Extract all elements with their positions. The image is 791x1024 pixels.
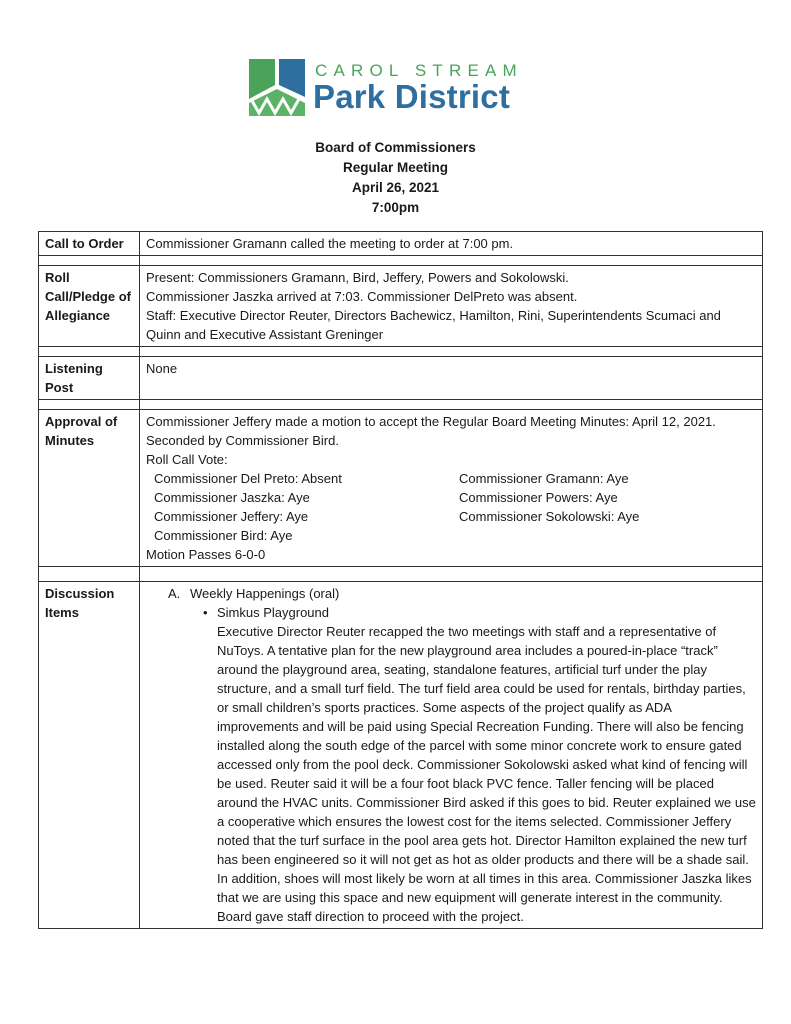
- approval-motion: Commissioner Jeffery made a motion to accept the Regular Board Meeting Minutes: April 12, 2021. Seconded by Commissioner Bird.: [146, 414, 716, 448]
- call-to-order-text: Commissioner Gramann called the meeting to order at 7:00 pm.: [140, 232, 763, 256]
- vote-entry: Commissioner Sokolowski: Aye: [459, 509, 640, 524]
- vote-entry: Commissioner Gramann: Aye: [459, 471, 629, 486]
- header-time: 7:00pm: [371, 200, 420, 215]
- row-roll-call: [39, 266, 763, 347]
- call-to-order-label: Call to Order: [39, 232, 140, 256]
- minutes-table: [38, 231, 763, 929]
- spacer-row: [39, 256, 763, 266]
- spacer-row: [39, 347, 763, 357]
- logo-line-1: CAROL STREAM: [315, 61, 523, 80]
- roll-call-arrivals: Commissioner Jaszka arrived at 7:03. Commissioner DelPreto was absent.: [146, 289, 578, 304]
- approval-content: [140, 410, 763, 567]
- listening-post-label: Listening Post: [39, 357, 140, 400]
- park-district-logo: [249, 59, 549, 119]
- item-letter: A.: [168, 586, 181, 601]
- row-call-to-order: [39, 232, 763, 256]
- roll-call-present: Present: Commissioners Gramann, Bird, Jeffery, Powers and Sokolowski.: [146, 270, 569, 285]
- logo-mark-icon: [249, 59, 305, 116]
- spacer-row: [39, 400, 763, 410]
- vote-entry: Commissioner Powers: Aye: [459, 490, 618, 505]
- sub-item: [146, 603, 756, 622]
- discussion-label: Discussion Items: [39, 582, 140, 929]
- vote-list: [146, 469, 756, 545]
- vote-entry: Commissioner Bird: Aye: [154, 528, 293, 543]
- bullet-icon: •: [203, 605, 208, 620]
- row-listening-post: [39, 357, 763, 400]
- item-title: Weekly Happenings (oral): [190, 586, 340, 601]
- header-date: April 26, 2021: [351, 180, 440, 195]
- sub-item-text: Executive Director Reuter recapped the two meetings with staff and a representative of NuToys. A tentative plan for the new playground area includes a poured-in-place “track” around the playground area, seating, standalone features, artificial turf under the play structure, and a small turf field. The turf field area could be used for rentals, birthday parties, or small children’s sports practices. Some aspects of the project qualify as ADA improvements and will be paid using Special Recreation Funding. There will also be fencing installed along the south edge of the parcel with some minor concrete work to ensure gated accessed only from the pool deck. Commissioner Sokolowski asked what kind of fencing will be used. Reuter said it will be a four foot black PVC fence. Taller fencing will be placed around the HVAC units. Commissioner Bird asked if this goes to bid. Reuter explained we use a cooperative which ensures the lowest cost for the items selected. Commissioner Jeffery noted that the turf surface in the pool area gets hot. Director Hamilton explained the new turf has been engineered so it will not get as hot as older products and there will be a shade sail. In addition, shoes will most likely be worn at all times in this area. Commissioner Jaszka likes that we are using this space and new equipment will generate interest in the community. Board gave staff direction to proceed with the project.: [217, 624, 756, 924]
- vote-entry: Commissioner Jeffery: Aye: [154, 509, 309, 524]
- vote-entry: Commissioner Del Preto: Absent: [154, 471, 342, 486]
- listening-post-text: None: [140, 357, 763, 400]
- vote-column-left: [146, 469, 451, 545]
- meeting-header: [0, 138, 791, 218]
- vote-column-right: [451, 469, 756, 545]
- sub-item-title: Simkus Playground: [217, 605, 329, 620]
- roll-call-vote-heading: Roll Call Vote:: [146, 452, 228, 467]
- roll-call-staff: Staff: Executive Director Reuter, Directors Bachewicz, Hamilton, Rini, Superintendents Scumaci and Quinn and Executive Assistant Greninger: [146, 308, 721, 342]
- row-approval-of-minutes: [39, 410, 763, 567]
- approval-label: Approval of Minutes: [39, 410, 140, 567]
- row-discussion-items: [39, 582, 763, 929]
- discussion-item: [146, 584, 756, 603]
- header-title: Board of Commissioners: [315, 140, 476, 155]
- roll-call-label: Roll Call/Pledge of Allegiance: [39, 266, 140, 347]
- roll-call-content: [140, 266, 763, 347]
- header-subtitle: Regular Meeting: [342, 160, 448, 175]
- discussion-content: [140, 582, 763, 929]
- vote-entry: Commissioner Jaszka: Aye: [154, 490, 310, 505]
- spacer-row: [39, 567, 763, 582]
- logo-line-2: Park District: [313, 78, 511, 115]
- motion-result: Motion Passes 6-0-0: [146, 547, 266, 562]
